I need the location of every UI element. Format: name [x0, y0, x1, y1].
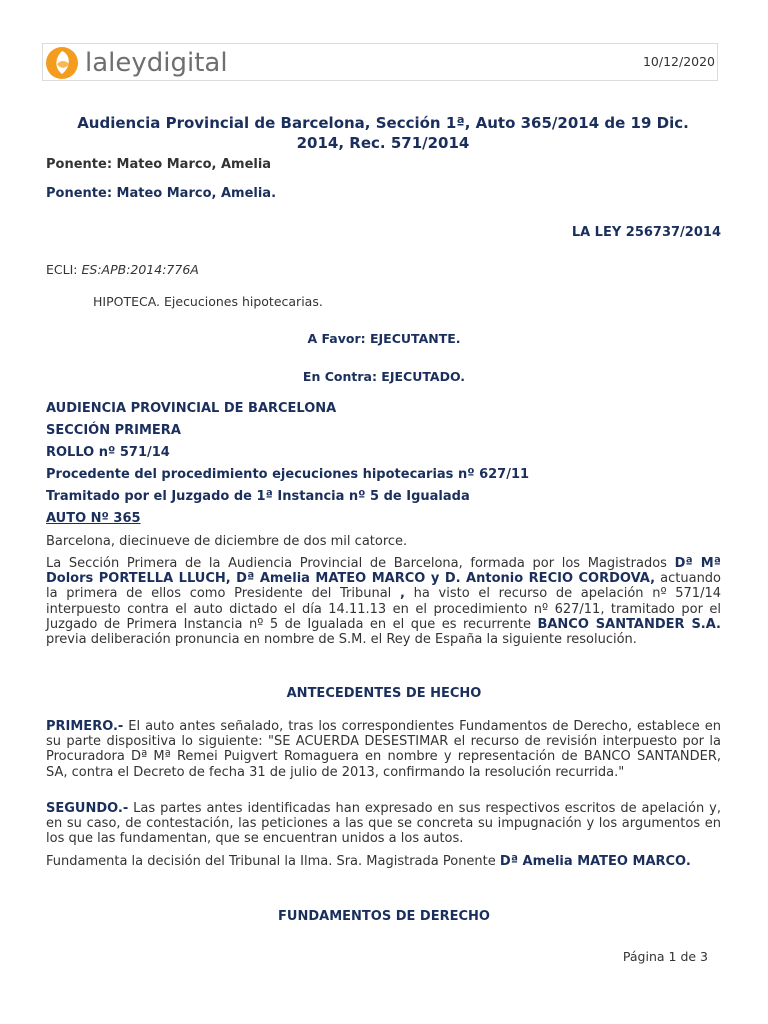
segundo-paragraph: [46, 801, 721, 847]
title-line-1: Audiencia Provincial de Barcelona, Sección 1ª, Auto 365/2014 de 19 Dic.: [77, 114, 689, 132]
auto-number-link[interactable]: AUTO Nº 365: [46, 511, 141, 526]
la-ley-reference: LA LEY 256737/2014: [571, 225, 721, 240]
court-section: SECCIÓN PRIMERA: [46, 423, 181, 438]
rollo-number: ROLLO nº 571/14: [46, 445, 170, 460]
procedure-origin: Procedente del procedimiento ejecuciones hipotecarias nº 627/11: [46, 467, 530, 482]
date-line: Barcelona, diecinueve de diciembre de dos mil catorce.: [46, 534, 408, 549]
title-line-2: 2014, Rec. 571/2014: [296, 134, 470, 152]
subject-line: HIPOTECA. Ejecuciones hipotecarias.: [93, 294, 323, 309]
primero-text: El auto antes señalado, tras los correspondientes Fundamentos de Derecho, establece en su parte dispositiva lo siguiente: "SE ACUERDA DESESTIMAR el recurso de revisión interpuesto por la Procuradora Dª Mª Remei Puigvert Romaguera en nombre y representación de BANCO SANTANDER, SA, contra el Decreto de fecha 31 de julio de 2013, confirmando la resolución recurrida.": [46, 719, 721, 780]
page-number: Página 1 de 3: [622, 949, 708, 964]
document-title: [46, 113, 720, 153]
ecli-label: ECLI:: [46, 262, 78, 277]
intro-text-2: actuando la primera de ellos como Presidente del Tribunal: [46, 571, 722, 602]
court-processing: Tramitado por el Juzgado de 1ª Instancia nº 5 de Igualada: [46, 489, 470, 504]
segundo-text: Las partes antes identificadas han expresado en sus respectivos escritos de apelación y, en su caso, de contestación, las peticiones a las que se concreta su impugnación y los argumentos en los que las fundamentan, que se encuentran unidos a los autos.: [46, 801, 721, 847]
fundamentos-heading: FUNDAMENTOS DE DERECHO: [278, 909, 490, 924]
ponente-name-bold: Dª Amelia MATEO MARCO.: [499, 854, 691, 869]
intro-paragraph: [46, 556, 721, 647]
ecli-line: [46, 262, 199, 277]
print-date: 10/12/2020: [642, 54, 715, 69]
ecli-value: ES:APB:2014:776A: [81, 262, 199, 277]
primero-paragraph: [46, 719, 721, 780]
court-name: AUDIENCIA PROVINCIAL DE BARCELONA: [46, 401, 337, 416]
document-header: [42, 43, 718, 81]
logo-text: laleydigital: [85, 48, 228, 78]
intro-comma: ,: [399, 586, 405, 602]
fundamenta-paragraph: [46, 854, 721, 869]
ponente-plain: Ponente: Mateo Marco, Amelia: [46, 157, 272, 172]
appellant-name: BANCO SANTANDER S.A.: [537, 616, 721, 632]
magistrates-names: Dª Mª Dolors PORTELLA LLUCH, Dª Amelia MATEO MARCO y D. Antonio RECIO CORDOVA,: [46, 556, 721, 587]
segundo-label: SEGUNDO.-: [46, 801, 129, 816]
fundamenta-text: Fundamenta la decisión del Tribunal la Ilma. Sra. Magistrada Ponente: [46, 854, 500, 869]
primero-label: PRIMERO.-: [46, 719, 124, 734]
laleydigital-logo-icon: [43, 44, 81, 82]
ponente-link[interactable]: Ponente: Mateo Marco, Amelia.: [46, 186, 277, 201]
intro-text-3: ha visto el recurso de apelación nº 571/14 interpuesto contra el auto dictado el día 14.11.13 en el procedimiento nº 627/11, tramitado por el Juzgado de Primera Instancia nº 5 de Igualada en el que es recurrente: [46, 586, 721, 632]
intro-text-4: previa deliberación pronuncia en nombre de S.M. el Rey de España la siguiente resolución.: [46, 632, 637, 648]
antecedentes-heading: ANTECEDENTES DE HECHO: [286, 686, 482, 701]
laleydigital-logo[interactable]: [43, 44, 228, 82]
intro-text-1: La Sección Primera de la Audiencia Provincial de Barcelona, formada por los Magistrados: [46, 556, 675, 571]
contra-line: En Contra: EJECUTADO.: [302, 369, 466, 384]
favor-line: A Favor: EJECUTANTE.: [307, 331, 461, 346]
